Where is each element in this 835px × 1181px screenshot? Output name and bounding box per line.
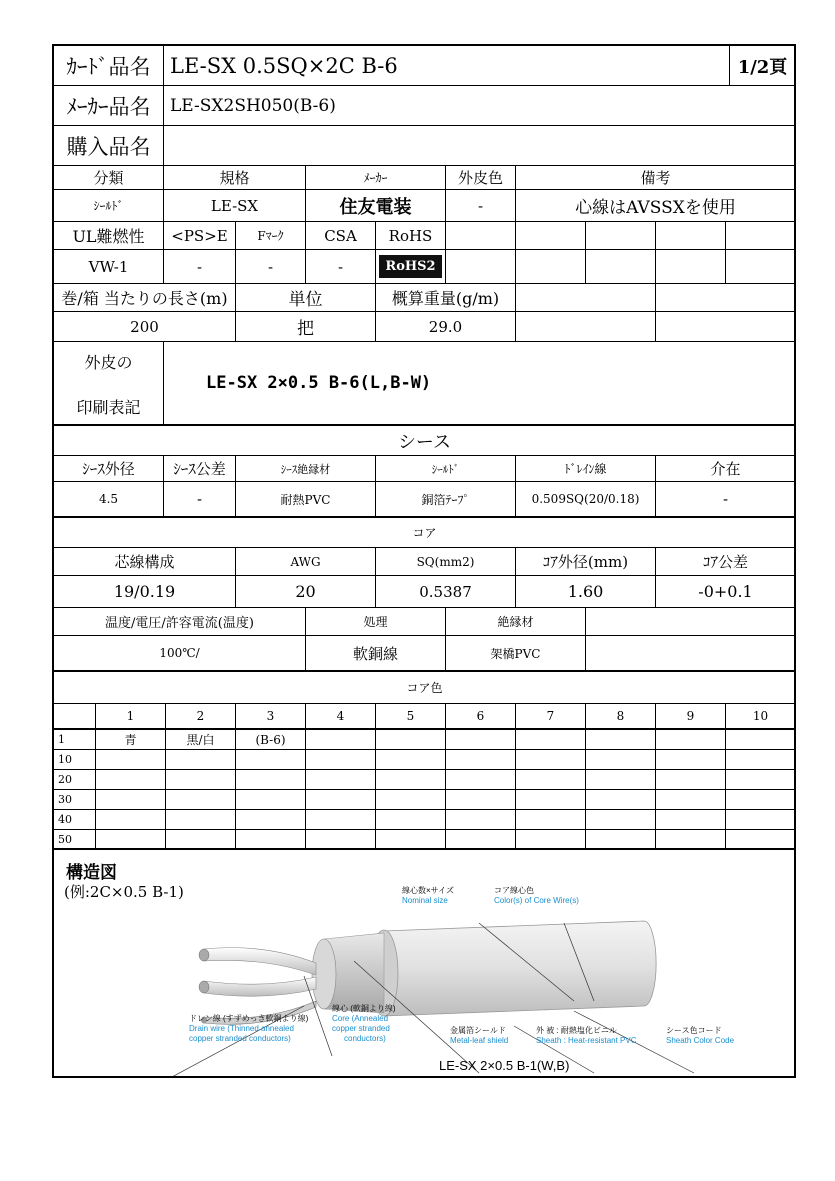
print-label-line1: 外皮の [84, 353, 133, 372]
color-cell [376, 810, 446, 830]
color-cell [236, 810, 306, 830]
bunrui-header: 分類 [54, 166, 164, 190]
color-cell [446, 750, 516, 770]
color-row-label: 1 [54, 730, 96, 750]
shield-header: ｼｰﾙﾄﾞ [376, 456, 516, 482]
code-en: Sheath Color Code [666, 1036, 735, 1045]
purchase-name-value [164, 126, 796, 166]
filler-value: - [656, 482, 796, 518]
color-cell [586, 830, 656, 850]
sheath-title: シース [54, 426, 796, 456]
sq-value: 0.5387 [376, 576, 516, 608]
color-cell [726, 830, 796, 850]
color-cell [516, 770, 586, 790]
color-cell [516, 810, 586, 830]
drain-value: 0.509SQ(20/0.18) [516, 482, 656, 518]
color-cell [726, 810, 796, 830]
sheath-tol-header: ｼｰｽ公差 [164, 456, 236, 482]
bunrui-value: ｼｰﾙﾄﾞ [54, 190, 164, 222]
temp-header: 温度/電圧/許容電流(温度) [54, 608, 306, 636]
core-en2: copper stranded [332, 1024, 390, 1033]
shield-en: Metal-leaf shield [450, 1036, 509, 1045]
awg-header: AWG [236, 548, 376, 576]
sq-header: SQ(mm2) [376, 548, 516, 576]
color-cell [236, 830, 306, 850]
color-cell [166, 790, 236, 810]
cert-blank-6 [446, 250, 516, 284]
cert-blank-4 [656, 222, 726, 250]
cert-blank-7 [516, 250, 586, 284]
print-text: LE-SX 2×0.5 B-6(L,B-W) [164, 342, 796, 426]
color-col-header: 7 [516, 704, 586, 730]
color-cell [236, 770, 306, 790]
color-cell [446, 730, 516, 750]
spec-sheet [52, 44, 796, 1078]
color-cell [446, 810, 516, 830]
sheath-od-value: 4.5 [54, 482, 164, 518]
print-label-line2: 印刷表記 [76, 398, 141, 417]
drain-en1: Drain wire (Thinned annealed [189, 1024, 294, 1033]
color-cell [376, 770, 446, 790]
color-cell [516, 830, 586, 850]
color-col-header: 4 [306, 704, 376, 730]
sheath-tol-value: - [164, 482, 236, 518]
sheath-insul-value: 耐熱PVC [236, 482, 376, 518]
color-cell [306, 810, 376, 830]
weight-value: 29.0 [376, 312, 516, 342]
color-cell [96, 790, 166, 810]
color-cell [656, 830, 726, 850]
cert-blank-3 [586, 222, 656, 250]
cert-blank-2 [516, 222, 586, 250]
unit-value: 把 [236, 312, 376, 342]
csa-header: CSA [306, 222, 376, 250]
color-cell [726, 730, 796, 750]
core-title: コア [54, 518, 796, 548]
length-blank-1 [516, 284, 656, 312]
color-cell [446, 830, 516, 850]
sheath-od-header: ｼｰｽ外径 [54, 456, 164, 482]
cert-blank-8 [586, 250, 656, 284]
rohs-value-cell [376, 250, 446, 284]
color-cell: 黒/白 [166, 730, 236, 750]
color-col-header: 3 [236, 704, 306, 730]
color-cell [516, 730, 586, 750]
awg-value: 20 [236, 576, 376, 608]
temp-value: 100℃/ [54, 636, 306, 672]
cert-blank-1 [446, 222, 516, 250]
core-tol-value: -0+0.1 [656, 576, 796, 608]
color-cell [306, 770, 376, 790]
csa-value: - [306, 250, 376, 284]
color-row-label: 20 [54, 770, 96, 790]
maker-name-value: LE-SX2SH050(B-6) [164, 86, 796, 126]
color-value: - [446, 190, 516, 222]
color-cell [96, 750, 166, 770]
nominal-jp: 線心数×サイズ [402, 886, 455, 895]
maker-name-label: ﾒｰｶｰ品名 [54, 86, 164, 126]
sheath-jp: 外 被 : 耐熱塩化ビニル [536, 1026, 617, 1035]
color-grid-corner [54, 704, 96, 730]
color-cell [446, 790, 516, 810]
color-cell [306, 830, 376, 850]
color-cell [586, 810, 656, 830]
ul-header: UL難燃性 [54, 222, 164, 250]
note-header: 備考 [516, 166, 796, 190]
nominal-en: Nominal size [402, 896, 448, 905]
drain-en2: copper stranded conductors) [189, 1034, 291, 1043]
color-cell [726, 770, 796, 790]
color-cell [586, 770, 656, 790]
maker-value: 住友電装 [306, 190, 446, 222]
color-cell [96, 770, 166, 790]
core-en3: conductors) [344, 1034, 386, 1043]
diagram-title: 構造図 [66, 863, 117, 883]
color-col-header: 2 [166, 704, 236, 730]
color-cell [376, 790, 446, 810]
color-col-header: 8 [586, 704, 656, 730]
page-number: 1/2頁 [730, 46, 796, 86]
core-blank-2 [586, 636, 796, 672]
color-cell [306, 750, 376, 770]
color-col-header: 6 [446, 704, 516, 730]
core-construct-header: 芯線構成 [54, 548, 236, 576]
diagram-subtitle: (例:2C×0.5 B-1) [64, 883, 184, 901]
fmark-value: - [236, 250, 306, 284]
color-cell [96, 810, 166, 830]
color-cell [726, 750, 796, 770]
sheath-insul-header: ｼｰｽ絶縁材 [236, 456, 376, 482]
ul-value: VW-1 [54, 250, 164, 284]
corecolor-en: Color(s) of Core Wire(s) [494, 896, 579, 905]
color-cell [516, 790, 586, 810]
cable-print-text: LE-SX 2×0.5 B-1(W,B) [439, 1058, 570, 1073]
shield-value: 銅箔ﾃｰﾌﾟ [376, 482, 516, 518]
length-blank-4 [656, 312, 796, 342]
color-cell [236, 790, 306, 810]
unit-header: 単位 [236, 284, 376, 312]
length-value: 200 [54, 312, 236, 342]
color-cell [376, 730, 446, 750]
kikaku-header: 規格 [164, 166, 306, 190]
color-col-header: 9 [656, 704, 726, 730]
core-od-value: 1.60 [516, 576, 656, 608]
shield-jp: 金属箔シールド [450, 1026, 506, 1035]
color-header: 外皮色 [446, 166, 516, 190]
color-cell [656, 730, 726, 750]
color-cell [376, 830, 446, 850]
color-row-label: 30 [54, 790, 96, 810]
color-cell [166, 750, 236, 770]
color-cell [166, 830, 236, 850]
color-col-header: 5 [376, 704, 446, 730]
color-cell [726, 790, 796, 810]
kikaku-value: LE-SX [164, 190, 306, 222]
purchase-name-label: 購入品名 [54, 126, 164, 166]
color-cell [376, 750, 446, 770]
color-cell [446, 770, 516, 790]
color-cell [656, 810, 726, 830]
color-cell [96, 830, 166, 850]
drain-jp: ドレン線 (すずめっき軟銅より線) [189, 1014, 309, 1023]
print-label [54, 342, 164, 426]
insul-header: 絶縁材 [446, 608, 586, 636]
note-value: 心線はAVSSXを使用 [516, 190, 796, 222]
maker-header: ﾒｰｶｰ [306, 166, 446, 190]
color-col-header: 10 [726, 704, 796, 730]
pse-header: <PS>E [164, 222, 236, 250]
color-cell [656, 790, 726, 810]
cert-blank-5 [726, 222, 796, 250]
color-cell: 青 [96, 730, 166, 750]
core-construct-value: 19/0.19 [54, 576, 236, 608]
length-header: 巻/箱 当たりの長さ(m) [54, 284, 236, 312]
color-cell [236, 750, 306, 770]
filler-header: 介在 [656, 456, 796, 482]
color-cell [166, 810, 236, 830]
color-cell [306, 730, 376, 750]
code-jp: シース色コード [666, 1026, 722, 1035]
color-cell [306, 790, 376, 810]
length-blank-3 [516, 312, 656, 342]
color-row-label: 10 [54, 750, 96, 770]
core-jp: 線心 (軟銅より線) [332, 1004, 396, 1013]
rohs2-badge: RoHS2 [379, 255, 441, 278]
treatment-header: 処理 [306, 608, 446, 636]
core-color-title: コア色 [54, 672, 796, 704]
length-blank-2 [656, 284, 796, 312]
color-cell [166, 770, 236, 790]
fmark-header: Fﾏｰｸ [236, 222, 306, 250]
core-tol-header: ｺｱ公差 [656, 548, 796, 576]
sheath-en: Sheath : Heat-resistant PVC [536, 1036, 637, 1045]
drain-header: ﾄﾞﾚｲﾝ線 [516, 456, 656, 482]
insul-value: 架橋PVC [446, 636, 586, 672]
color-cell [586, 790, 656, 810]
weight-header: 概算重量(g/m) [376, 284, 516, 312]
color-cell: (B-6) [236, 730, 306, 750]
core-en1: Core (Annealed [332, 1014, 389, 1023]
treatment-value: 軟銅線 [306, 636, 446, 672]
core-blank-1 [586, 608, 796, 636]
color-cell [656, 770, 726, 790]
core-od-header: ｺｱ外径(mm) [516, 548, 656, 576]
color-col-header: 1 [96, 704, 166, 730]
color-row-label: 50 [54, 830, 96, 850]
corecolor-jp: コア線心色 [494, 886, 534, 895]
cert-blank-9 [656, 250, 726, 284]
color-cell [516, 750, 586, 770]
color-cell [586, 730, 656, 750]
color-row-label: 40 [54, 810, 96, 830]
rohs-header: RoHS [376, 222, 446, 250]
card-name-value: LE-SX 0.5SQ×2C B-6 [164, 46, 730, 86]
cert-blank-10 [726, 250, 796, 284]
color-cell [586, 750, 656, 770]
card-name-label: ｶｰﾄﾞ品名 [54, 46, 164, 86]
color-cell [656, 750, 726, 770]
pse-value: - [164, 250, 236, 284]
